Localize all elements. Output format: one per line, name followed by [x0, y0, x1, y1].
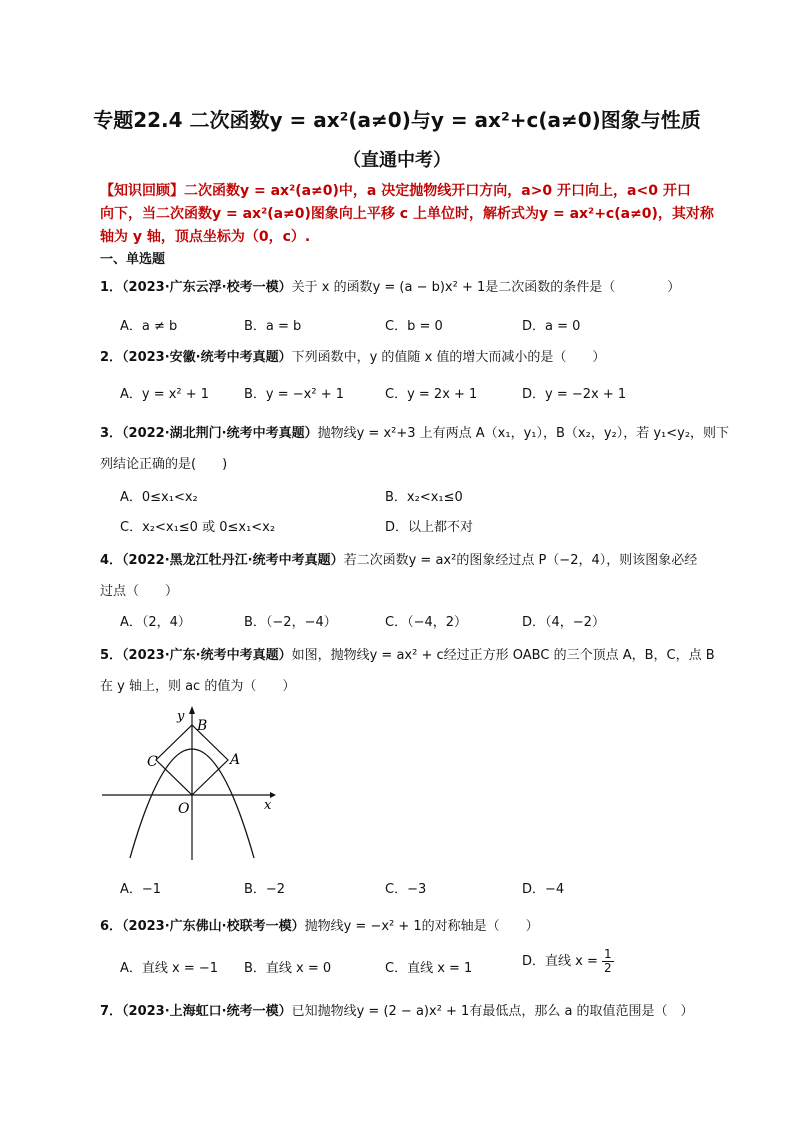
q5-option-a[interactable]: A．−1 — [120, 882, 162, 897]
question-text: 下列函数中，y 的值随 x 值的增大而减小的是（ ） — [291, 350, 606, 365]
question-text: 关于 x 的函数y = (a − b)x² + 1是二次函数的条件是（ ） — [291, 280, 681, 295]
q1-option-b[interactable]: B．a = b — [244, 319, 302, 334]
question-source: （2023·安徽·统考中考真题） — [122, 350, 292, 365]
question-5-continued: 在 y 轴上，则 ac 的值为（ ） — [100, 679, 296, 694]
q1-option-c[interactable]: C．b = 0 — [385, 319, 443, 334]
question-7 — [100, 1000, 694, 1019]
question-3 — [100, 422, 729, 441]
q1-option-a[interactable]: A．a ≠ b — [120, 319, 178, 334]
section-heading: 一、单选题 — [100, 252, 166, 267]
q6-option-c[interactable]: C．直线 x = 1 — [385, 961, 473, 976]
question-source: （2022·黑龙江牡丹江·统考中考真题） — [122, 553, 344, 568]
question-2 — [100, 346, 605, 365]
q5-option-b[interactable]: B．−2 — [244, 882, 286, 897]
point-c-label: C — [147, 754, 158, 770]
question-5 — [100, 644, 715, 663]
q5-option-c[interactable]: C．−3 — [385, 882, 427, 897]
one-half-fraction — [602, 948, 614, 975]
origin-label: O — [178, 801, 190, 817]
q4-option-b[interactable]: B．（−2，−4） — [244, 615, 337, 630]
page-title: 专题22.4 二次函数y = ax²(a≠0)与y = ax²+c(a≠0)图象与性质 — [93, 108, 701, 132]
parabola-square-figure — [100, 700, 290, 865]
question-4-continued: 过点（ ） — [100, 584, 179, 599]
question-text: 抛物线y = −x² + 1的对称轴是（ ） — [304, 919, 539, 934]
question-4 — [100, 549, 697, 568]
q6-option-d-label: D．直线 x = — [522, 954, 598, 969]
fraction-denominator: 2 — [604, 961, 612, 975]
point-a-label: A — [230, 752, 241, 768]
q4-option-d[interactable]: D．（4，−2） — [522, 615, 605, 630]
q2-option-a[interactable]: A．y = x² + 1 — [120, 387, 210, 402]
question-text: 若二次函数y = ax²的图象经过点 P（−2，4），则该图象必经 — [343, 553, 698, 568]
q2-option-c[interactable]: C．y = 2x + 1 — [385, 387, 478, 402]
q3-option-a[interactable]: A．0≤x₁<x₂ — [120, 490, 198, 505]
x-axis-label: x — [264, 798, 272, 813]
q6-option-b[interactable]: B．直线 x = 0 — [244, 961, 332, 976]
q3-option-d[interactable]: D．以上都不对 — [385, 520, 474, 535]
fraction-numerator: 1 — [604, 947, 612, 961]
page-subtitle: （直通中考） — [343, 150, 451, 171]
q5-option-d[interactable]: D．−4 — [522, 882, 565, 897]
question-source: （2023·广东佛山·校联考一模） — [122, 919, 305, 934]
question-1 — [100, 276, 680, 295]
question-number: 5． — [100, 648, 123, 663]
question-6 — [100, 915, 539, 934]
q1-option-d[interactable]: D．a = 0 — [522, 319, 581, 334]
q4-option-a[interactable]: A．（2，4） — [120, 615, 191, 630]
question-number: 1． — [100, 280, 123, 295]
question-text: 已知抛物线y = (2 − a)x² + 1有最低点，那么 a 的取值范围是（ ） — [291, 1004, 694, 1019]
recap-line-3: 轴为 y 轴，顶点坐标为（0，c）. — [100, 229, 311, 245]
y-axis-arrow — [189, 706, 195, 714]
question-source: （2022·湖北荆门·统考中考真题） — [122, 426, 318, 441]
question-source: （2023·广东云浮·校考一模） — [122, 280, 292, 295]
knowledge-recap — [100, 180, 720, 249]
q3-option-b[interactable]: B．x₂<x₁≤0 — [385, 490, 463, 505]
recap-line-2: 向下，当二次函数y = ax²(a≠0)图象向上平移 c 上单位时，解析式为y = ax²+c(a≠0)，其对称 — [100, 206, 714, 222]
recap-line-1: 【知识回顾】二次函数y = ax²(a≠0)中，a 决定抛物线开口方向，a>0 开口向上，a<0 开口 — [100, 183, 691, 199]
question-number: 6． — [100, 919, 123, 934]
q6-option-a[interactable]: A．直线 x = −1 — [120, 961, 219, 976]
question-text: 抛物线y = x²+3 上有两点 A（x₁，y₁），B（x₂，y₂），若 y₁<y₂，则下 — [317, 426, 730, 441]
question-source: （2023·广东·统考中考真题） — [122, 648, 292, 663]
q2-option-d[interactable]: D．y = −2x + 1 — [522, 387, 627, 402]
y-axis-label: y — [177, 709, 185, 724]
question-number: 3． — [100, 426, 123, 441]
question-text: 如图，抛物线y = ax² + c经过正方形 OABC 的三个顶点 A，B，C，点 B — [291, 648, 715, 663]
question-number: 4． — [100, 553, 123, 568]
question-number: 2． — [100, 350, 123, 365]
question-source: （2023·上海虹口·统考一模） — [122, 1004, 292, 1019]
point-b-label: B — [197, 718, 208, 734]
question-number: 7． — [100, 1004, 123, 1019]
q3-option-c[interactable]: C．x₂<x₁≤0 或 0≤x₁<x₂ — [120, 520, 276, 535]
q4-option-c[interactable]: C．（−4，2） — [385, 615, 468, 630]
q6-option-d[interactable] — [522, 948, 614, 975]
q2-option-b[interactable]: B．y = −x² + 1 — [244, 387, 344, 402]
question-3-continued: 列结论正确的是( ) — [100, 457, 228, 472]
